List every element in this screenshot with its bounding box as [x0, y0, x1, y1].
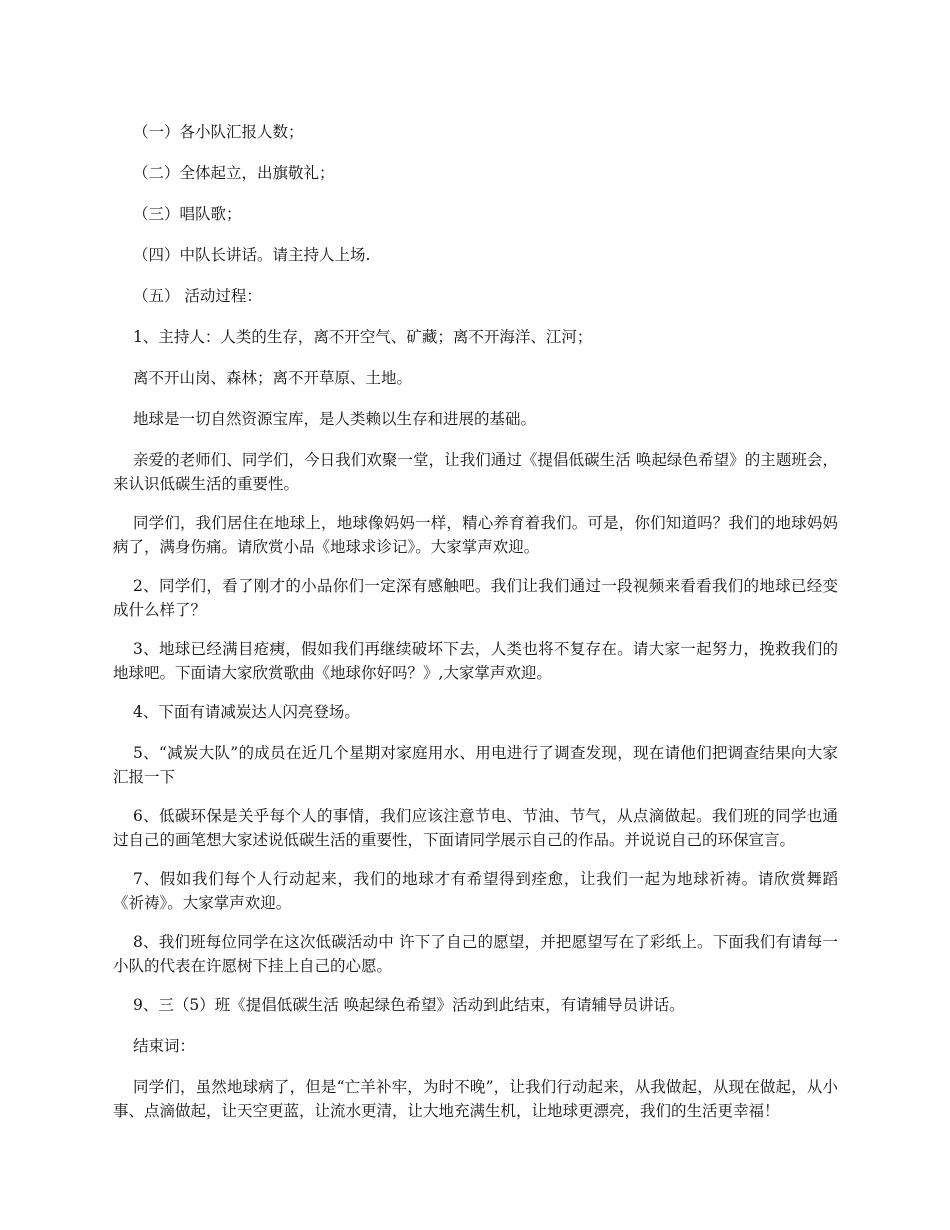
paragraph-host-intro: 1、主持人：人类的生存，离不开空气、矿藏；离不开海洋、江河； — [133, 328, 593, 346]
paragraph-report-headcount: （一）各小队汇报人数； — [133, 123, 304, 141]
paragraph-earth-resources: 地球是一切自然资源宝库，是人类赖以生存和进展的基础。 — [133, 410, 537, 428]
paragraph-host-intro-continued: 离不开山岗、森林；离不开草原、土地。 — [133, 369, 413, 387]
paragraph-drawings: 6、低碳环保是关乎每个人的事情，我们应该注意节电、节油、节气，从点滴做起。我们班的同学也通过自己的画笔想大家述说低碳生活的重要性，下面请同学展示自己的作品。并说说自己的环保宣言。 — [113, 807, 838, 849]
paragraph-dance: 7、假如我们每个人行动起来，我们的地球才有希望得到痊愈，让我们一起为地球祈祷。请欣赏舞蹈《祈祷》。大家掌声欢迎。 — [113, 870, 838, 912]
paragraph-survey-report: 5、“减炭大队”的成员在近几个星期对家庭用水、用电进行了调查发现，现在请他们把调查结果向大家汇报一下 — [113, 744, 838, 786]
paragraph-closing-speech: 同学们，虽然地球病了，但是“亡羊补牢，为时不晚”，让我们行动起来，从我做起，从现在做起，从小事、点滴做起，让天空更蓝，让流水更清，让大地充满生机，让地球更漂亮，我们的生活更幸福！ — [113, 1078, 838, 1120]
document-body — [113, 120, 838, 1138]
paragraph-wishes: 8、我们班每位同学在这次低碳活动中 许下了自己的愿望，并把愿望写在了彩纸上。下面我们有请每一小队的代表在许愿树下挂上自己的心愿。 — [113, 933, 838, 975]
paragraph-captain-speech: （四）中队长讲话。请主持人上场. — [133, 246, 371, 264]
paragraph-sing-team-song: （三）唱队歌； — [133, 205, 242, 223]
paragraph-closing-heading: 结束词： — [133, 1037, 196, 1055]
paragraph-song: 3、地球已经满目疮痍，假如我们再继续破坏下去，人类也将不复存在。请大家一起努力，挽救我们的地球吧。下面请大家欣赏歌曲《地球你好吗？》,大家掌声欢迎。 — [113, 640, 838, 682]
paragraph-welcome: 亲爱的老师们、同学们，今日我们欢聚一堂，让我们通过《提倡低碳生活 唤起绿色希望》的主题班会，来认识低碳生活的重要性。 — [113, 451, 838, 493]
paragraph-video: 2、同学们，看了刚才的小品你们一定深有感触吧。我们让我们通过一段视频来看看我们的地球已经变成什么样了？ — [113, 577, 838, 619]
paragraph-carbon-expert: 4、下面有请减炭达人闪亮登场。 — [133, 703, 360, 721]
paragraph-closing-announcement: 9、三（5）班《提倡低碳生活 唤起绿色希望》活动到此结束，有请辅导员讲话。 — [133, 996, 685, 1014]
paragraph-flag-salute: （二）全体起立，出旗敬礼； — [133, 164, 335, 182]
paragraph-earth-mother: 同学们，我们居住在地球上，地球像妈妈一样，精心养育着我们。可是，你们知道吗？我们的地球妈妈病了，满身伤痛。请欣赏小品《地球求诊记》。大家掌声欢迎。 — [113, 514, 838, 556]
paragraph-activity-process: （五） 活动过程： — [133, 287, 262, 305]
